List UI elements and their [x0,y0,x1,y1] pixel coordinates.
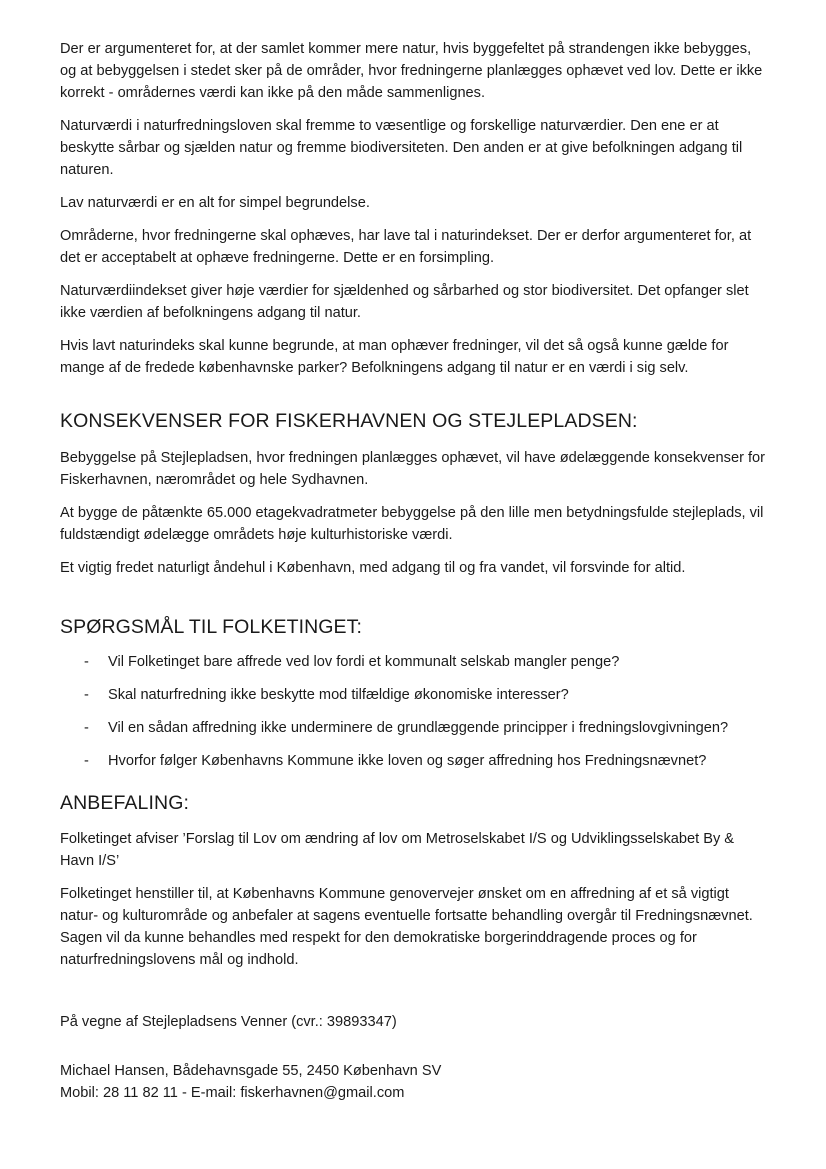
bullet-dash: - [84,753,89,769]
bullet-dash: - [84,654,89,670]
intro-paragraph-6: Hvis lavt naturindeks skal kunne begrunde, at man ophæver fredninger, vil det så også kunne gælde for mange af de fredede københavnske parker? Befolkningens adgang til natur er en værdi i sig selv. [60,338,729,376]
intro-paragraph-4: Områderne, hvor fredningerne skal ophæves, har lave tal i naturindekset. Der er derfor argumenteret for, at det er acceptabelt at ophæve fredningerne. Dette er en forsimpling. [60,228,752,266]
question-item [60,750,770,772]
signature-contact: Mobil: 28 11 82 11 - E-mail: fiskerhavnen@gmail.com [60,1085,405,1101]
intro-paragraph-5: Naturværdiindekset giver høje værdier for sjældenhed og sårbarhed og stor biodiversitet. Det opfanger slet ikke værdien af befolkningens adgang til natur. [60,283,749,321]
question-text: Vil Folketinget bare affrede ved lov fordi et kommunalt selskab mangler penge? [108,654,620,670]
intro-paragraph-3: Lav naturværdi er en alt for simpel begrundelse. [60,195,370,211]
bullet-dash: - [84,720,89,736]
question-item [60,651,770,673]
konsekvenser-paragraph-2: At bygge de påtænkte 65.000 etagekvadratmeter bebyggelse på den lille men betydningsfulde stejleplads, vil fuldstændigt ødelægge områdets høje kulturhistoriske værdi. [60,505,764,543]
signature-name-address: Michael Hansen, Bådehavnsgade 55, 2450 København SV [60,1063,442,1079]
question-text: Hvorfor følger Københavns Kommune ikke loven og søger affredning hos Fredningsnævnet? [108,753,707,769]
konsekvenser-paragraph-3: Et vigtig fredet naturligt åndehul i København, med adgang til og fra vandet, vil forsvinde for altid. [60,560,686,576]
anbefaling-paragraph-1: Folketinget afviser ’Forslag til Lov om ændring af lov om Metroselskabet I/S og Udviklingsselskabet By & Havn I/S’ [60,831,735,869]
sporgsmaal-heading: SPØRGSMÅL TIL FOLKETINGET: [60,616,363,638]
anbefaling-paragraph-2: Folketinget henstiller til, at Københavns Kommune genovervejer ønsket om en affredning af et så vigtigt natur- og kulturområde og anbefaler at sagens eventuelle fortsatte behandling overgår til Fredningsnævnet. Sagen vil da kunne behandles med respekt for den demokratiske borgerinddragende proces og for naturfredningslovens mål og indhold. [60,886,753,968]
konsekvenser-heading: KONSEKVENSER FOR FISKERHAVNEN OG STEJLEPLADSEN: [60,410,638,432]
question-text: Vil en sådan affredning ikke underminere de grundlæggende principper i fredningslovgivningen? [108,720,729,736]
question-list [60,651,770,772]
question-item [60,684,770,706]
anbefaling-heading: ANBEFALING: [60,792,189,814]
konsekvenser-paragraph-1: Bebyggelse på Stejlepladsen, hvor fredningen planlægges ophævet, vil have ødelæggende konsekvenser for Fiskerhavnen, nærområdet og hele Sydhavnen. [60,450,766,488]
question-item [60,717,770,739]
intro-paragraph-2: Naturværdi i naturfredningsloven skal fremme to væsentlige og forskellige naturværdier. Den ene er at beskytte sårbar og sjælden natur og fremme biodiversiteten. Den anden er at give befolkningen adgang til naturen. [60,118,743,178]
intro-paragraph-1: Der er argumenteret for, at der samlet kommer mere natur, hvis byggefeltet på strandengen ikke bebygges, og at bebyggelsen i stedet sker på de områder, hvor fredningerne planlægges ophævet ved lov. Dette er ikke korrekt - områdernes værdi kan ikke på den måde sammenlignes. [60,41,763,101]
document-page [60,38,770,1104]
question-text: Skal naturfredning ikke beskytte mod tilfældige økonomiske interesser? [108,687,569,703]
bullet-dash: - [84,687,89,703]
signature-on-behalf: På vegne af Stejlepladsens Venner (cvr.: 39893347) [60,1014,397,1030]
